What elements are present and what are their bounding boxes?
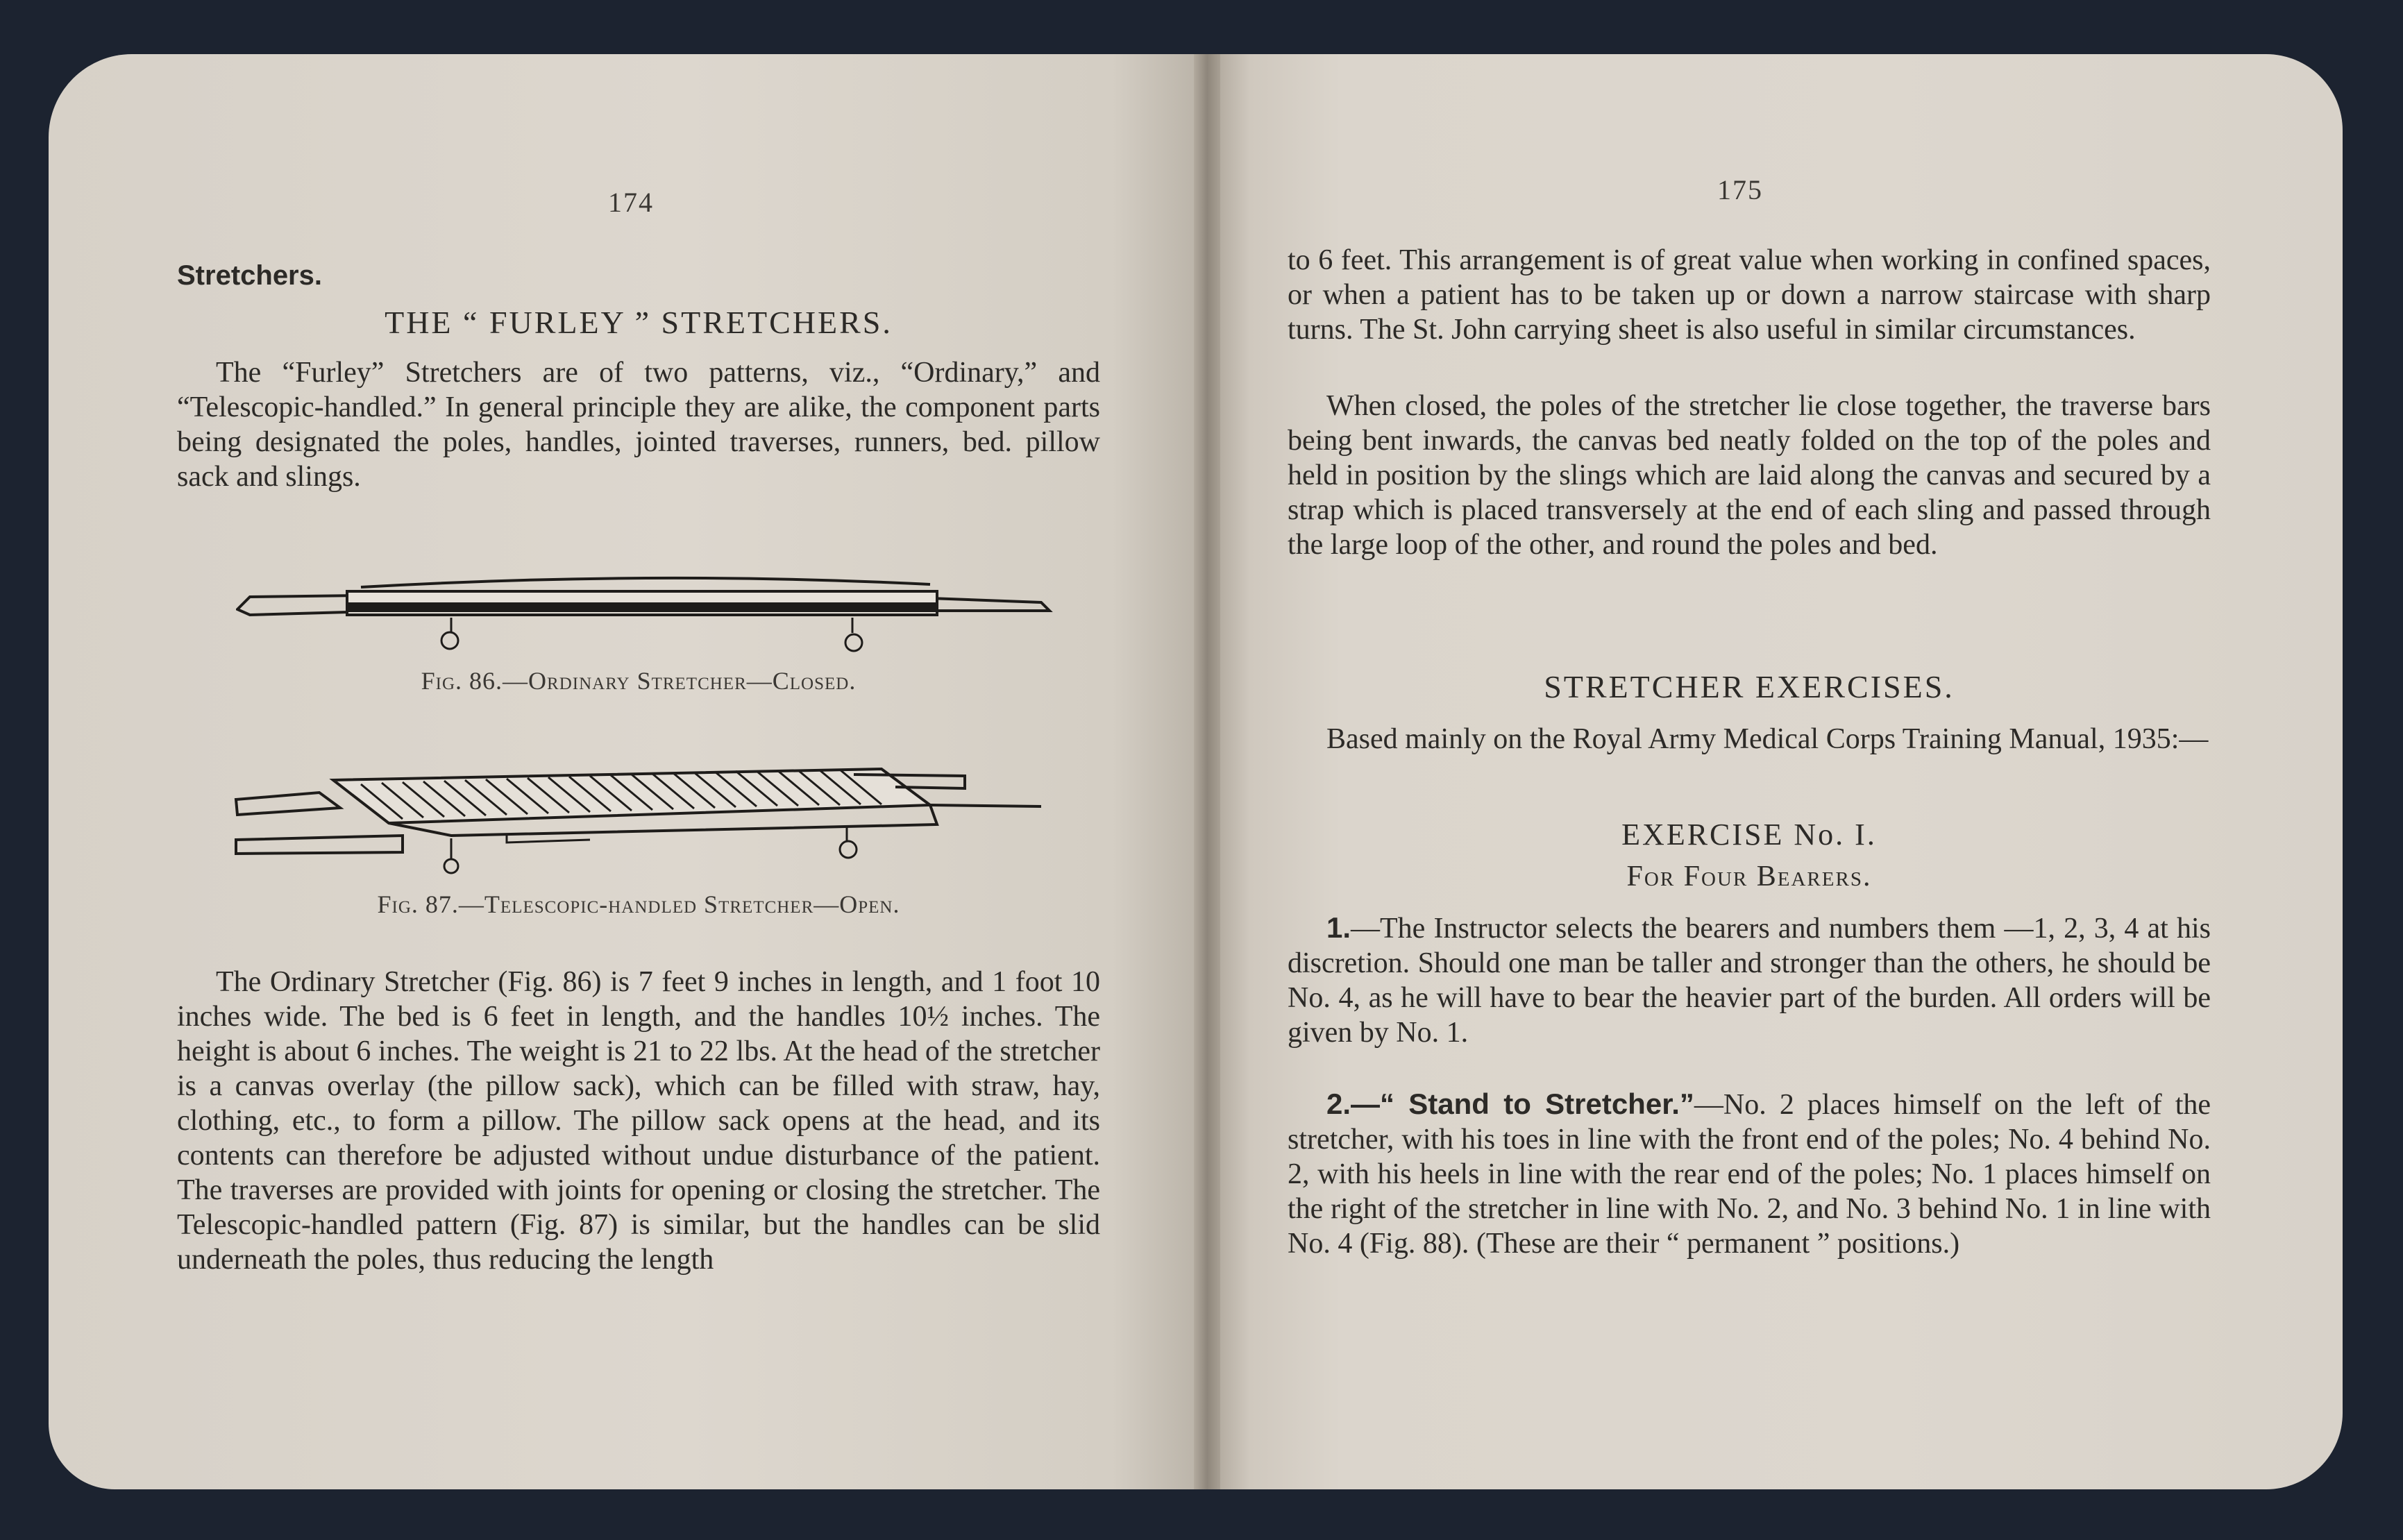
figure-86-caption: Fig. 86.—Ordinary Stretcher—Closed. xyxy=(421,667,857,695)
book-gutter xyxy=(1194,54,1220,1489)
based-on-paragraph: Based mainly on the Royal Army Medical Corps Training Manual, 1935:— xyxy=(1326,723,2209,755)
section-label: Stretchers. xyxy=(177,260,322,291)
exercise-subtitle: For Four Bearers. xyxy=(1626,861,1872,892)
right-page-number: 175 xyxy=(1717,174,1763,205)
figure-87-illustration xyxy=(229,748,1048,887)
item-1-number: 1. xyxy=(1326,911,1351,944)
intro-paragraph: The “Furley” Stretchers are of two patterns, viz., “Ordinary,” and “Telescopic-handled.” In general principle they are alike, the component parts being designated the poles, handles, jointed traverses, runners, bed. pillow sack and slings. xyxy=(177,357,1100,493)
exercise-title: EXERCISE No. I. xyxy=(1621,818,1877,852)
item-2-number: 2. xyxy=(1326,1088,1351,1120)
item-2-command: —“ Stand to Stretcher.” xyxy=(1351,1088,1694,1120)
item-2-text: —No. 2 places himself on the left of the stretcher, with his toes in line with the front end of the poles; No. 4 behind No. 2, with his heels in line with the rear end of the poles; No. 1 places himself on the right of the stretcher in line with No. 2, and No. 3 behind No. 1 in line with No. 4 (Fig. 88). (These are their “ permanent ” positions.) xyxy=(1288,1089,2211,1260)
item-1-text: —The Instructor selects the bearers and numbers them —1, 2, 3, 4 at his discretion. Should one man be taller and stronger than the others, he should be No. 4, as he will have to bear the heavier part of the burden. All orders will be given by No. 1. xyxy=(1288,913,2211,1049)
exercise-item-2 xyxy=(1288,1087,2211,1261)
left-page-number: 174 xyxy=(608,187,654,218)
ordinary-stretcher-paragraph: The Ordinary Stretcher (Fig. 86) is 7 feet 9 inches in length, and 1 foot 10 inches wide. The bed is 6 feet in length, and the handles 10½ inches. The height is about 6 inches. The weight is 21 to 22 lbs. At the head of the stretcher is a canvas overlay (the pillow sack), which can be filled with straw, hay, clothing, etc., to form a pillow. The pillow sack opens at the head, and its contents can therefore be adjusted without undue disturbance of the patient. The traverses are provided with joints for opening or closing the stretcher. The Telescopic-handled pattern (Fig. 87) is similar, but the handles can be slid underneath the poles, thus reducing the length xyxy=(177,966,1100,1276)
figure-87-caption: Fig. 87.—Telescopic-handled Stretcher—Open. xyxy=(377,890,900,918)
exercise-item-1 xyxy=(1288,911,2211,1050)
figure-86-illustration xyxy=(236,561,1055,658)
stretcher-exercises-heading: STRETCHER EXERCISES. xyxy=(1544,669,1955,704)
continued-paragraph: to 6 feet. This arrangement is of great value when working in confined spaces, or when a patient has to be taken up or down a narrow staircase with sharp turns. The St. John carrying sheet is also useful in similar circumstances. xyxy=(1288,244,2211,346)
furley-title: THE “ FURLEY ” STRETCHERS. xyxy=(385,305,893,340)
closed-stretcher-paragraph: When closed, the poles of the stretcher lie close together, the traverse bars being bent inwards, the canvas bed neatly folded on the top of the poles and held in position by the slings which are laid along the canvas and secured by a strap which is placed transversely at the end of each sling and passed through the large loop of the other, and round the poles and bed. xyxy=(1288,390,2211,561)
